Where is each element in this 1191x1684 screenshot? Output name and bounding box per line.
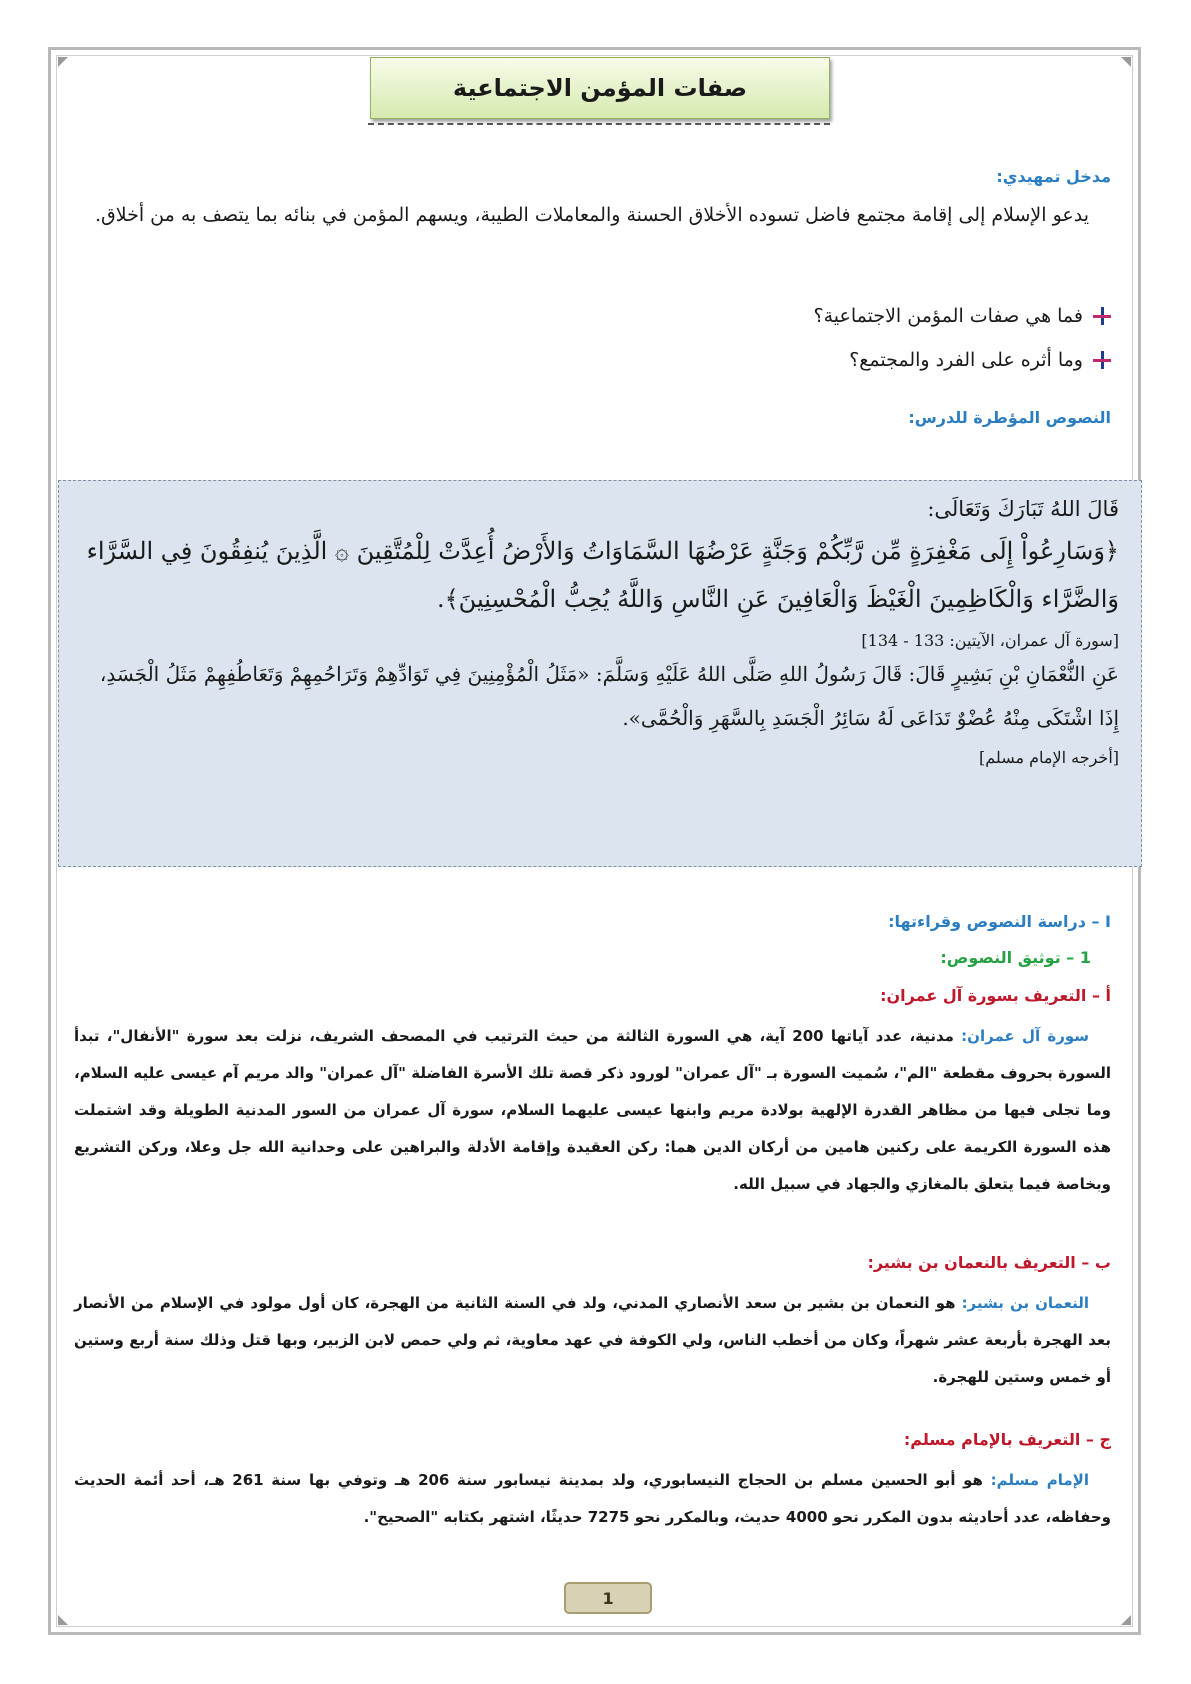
numan-paragraph [74, 1285, 1111, 1396]
title-underline [368, 123, 830, 125]
paragraph-text: هو أبو الحسين مسلم بن الحجاج النيسابوري، ولد بمدينة نيسابور سنة 206 هـ وتوفي بها سنة 261 هـ، أحد أئمة الحديث وحفاظه، عدد أحاديثه بدون المكرر نحو 4000 حديث، وبالمكرر نحو 7275 حديثًا، اشتهر بكتابه "الصحيح". [74, 1471, 1111, 1526]
heading-numan: ب – التعريف بالنعمان بن بشير: [867, 1253, 1111, 1272]
paragraph-text: مدنية، عدد آياتها 200 آية، هي السورة الثالثة من حيث الترتيب في المصحف الشريف، نزلت بعد سورة "الأنفال"، تبدأ السورة بحروف مقطعة "الم"، سُميت السورة بـ "آل عمران" لورود ذكر قصة تلك الأسرة الفاضلة "آل عمران" والد مريم آم عيسى عليه السلام، وما تجلى فيها من مظاهر القدرة الإلهية بولادة مريم وابنها عيسى عليهما السلام، سورة آل عمران من السور المدنية الطويلة وقد اشتملت هذه السورة الكريمة على ركنين هامين من أركان الدين هما: ركن العقيدة وإقامة الأدلة والبراهين على وحدانية الله جل وعلا، وركن التشريع وبخاصة فيما يتعلق بالمغازي والجهاد في سبيل الله. [74, 1027, 1111, 1193]
term-label: النعمان بن بشير: [961, 1294, 1089, 1312]
quran-verse: ﴿وَسَارِعُواْ إِلَى مَغْفِرَةٍ مِّن رَّبِّكُمْ وَجَنَّةٍ عَرْضُهَا السَّمَاوَاتُ وَالأَرْضُ أُعِدَّتْ لِلْمُتَّقِينَ ۞ الَّذِينَ يُنفِقُونَ فِي السَّرَّاء وَالضَّرَّاء وَالْكَاظِمِينَ الْغَيْظَ وَالْعَافِينَ عَنِ النَّاسِ وَاللَّهُ يُحِبُّ الْمُحْسِنِينَ﴾. [86, 537, 1119, 613]
subsection-heading: 1 – توثيق النصوص: [940, 948, 1091, 967]
intro-paragraph: يدعو الإسلام إلى إقامة مجتمع فاضل تسوده الأخلاق الحسنة والمعاملات الطيبة، ويسهم المؤمن في بنائه بما يتصف به من أخلاق. [94, 204, 1089, 226]
intro-question [74, 305, 1111, 327]
page-number: 1 [564, 1582, 652, 1614]
framed-texts-box [58, 480, 1142, 867]
bullet-icon [1093, 307, 1111, 325]
hadith-text: عَنِ النُّعْمَانِ بْنِ بَشِيرٍ قَالَ: قَالَ رَسُولُ اللهِ صَلَّى اللهُ عَلَيْهِ وَسَلَّمَ: «مَثَلُ الْمُؤْمِنِينَ فِي تَوَادِّهِمْ وَتَرَاحُمِهِمْ وَتَعَاطُفِهِمْ مَثَلُ الْجَسَدِ، إِذَا اشْتَكَى مِنْهُ عُضْوٌ تَدَاعَى لَهُ سَائِرُ الْجَسَدِ بِالسَّهَرِ وَالْحُمَّى». [99, 662, 1119, 730]
term-label: سورة آل عمران: [961, 1027, 1089, 1045]
section-heading: I – دراسة النصوص وقراءتها: [888, 912, 1111, 931]
surah-paragraph [74, 1018, 1111, 1203]
question-text: وما أثره على الفرد والمجتمع؟ [849, 349, 1083, 371]
quran-reference: [سورة آل عمران، الآيتين: 133 - 134] [861, 631, 1119, 650]
intro-question [74, 349, 1111, 371]
box-contents [75, 491, 1119, 767]
bullet-icon [1093, 351, 1111, 369]
muslim-paragraph [74, 1462, 1111, 1536]
intro-heading: مدخل تمهيدي: [996, 167, 1111, 186]
page-title: صفات المؤمن الاجتماعية [370, 57, 830, 119]
quran-intro: قَالَ اللهُ تَبَارَكَ وَتَعَالَى: [927, 497, 1119, 521]
paragraph-text: هو النعمان بن بشير بن سعد الأنصاري المدني، ولد في السنة الثانية من الهجرة، كان أول مولود في الإسلام من الأنصار بعد الهجرة بأربعة عشر شهراً، وكان من أخطب الناس، ولي الكوفة في عهد معاوية، ثم ولي حمص لابن الزبير، وبها قتل وذلك سنة أربع وستين أو خمس وستين للهجرة. [74, 1294, 1111, 1386]
texts-heading: النصوص المؤطرة للدرس: [908, 408, 1111, 427]
hadith-reference: [أخرجه الإمام مسلم] [979, 748, 1119, 767]
question-text: فما هي صفات المؤمن الاجتماعية؟ [813, 305, 1083, 327]
heading-muslim: ج – التعريف بالإمام مسلم: [903, 1430, 1111, 1449]
term-label: الإمام مسلم: [990, 1471, 1089, 1489]
heading-surah: أ – التعريف بسورة آل عمران: [880, 986, 1111, 1005]
